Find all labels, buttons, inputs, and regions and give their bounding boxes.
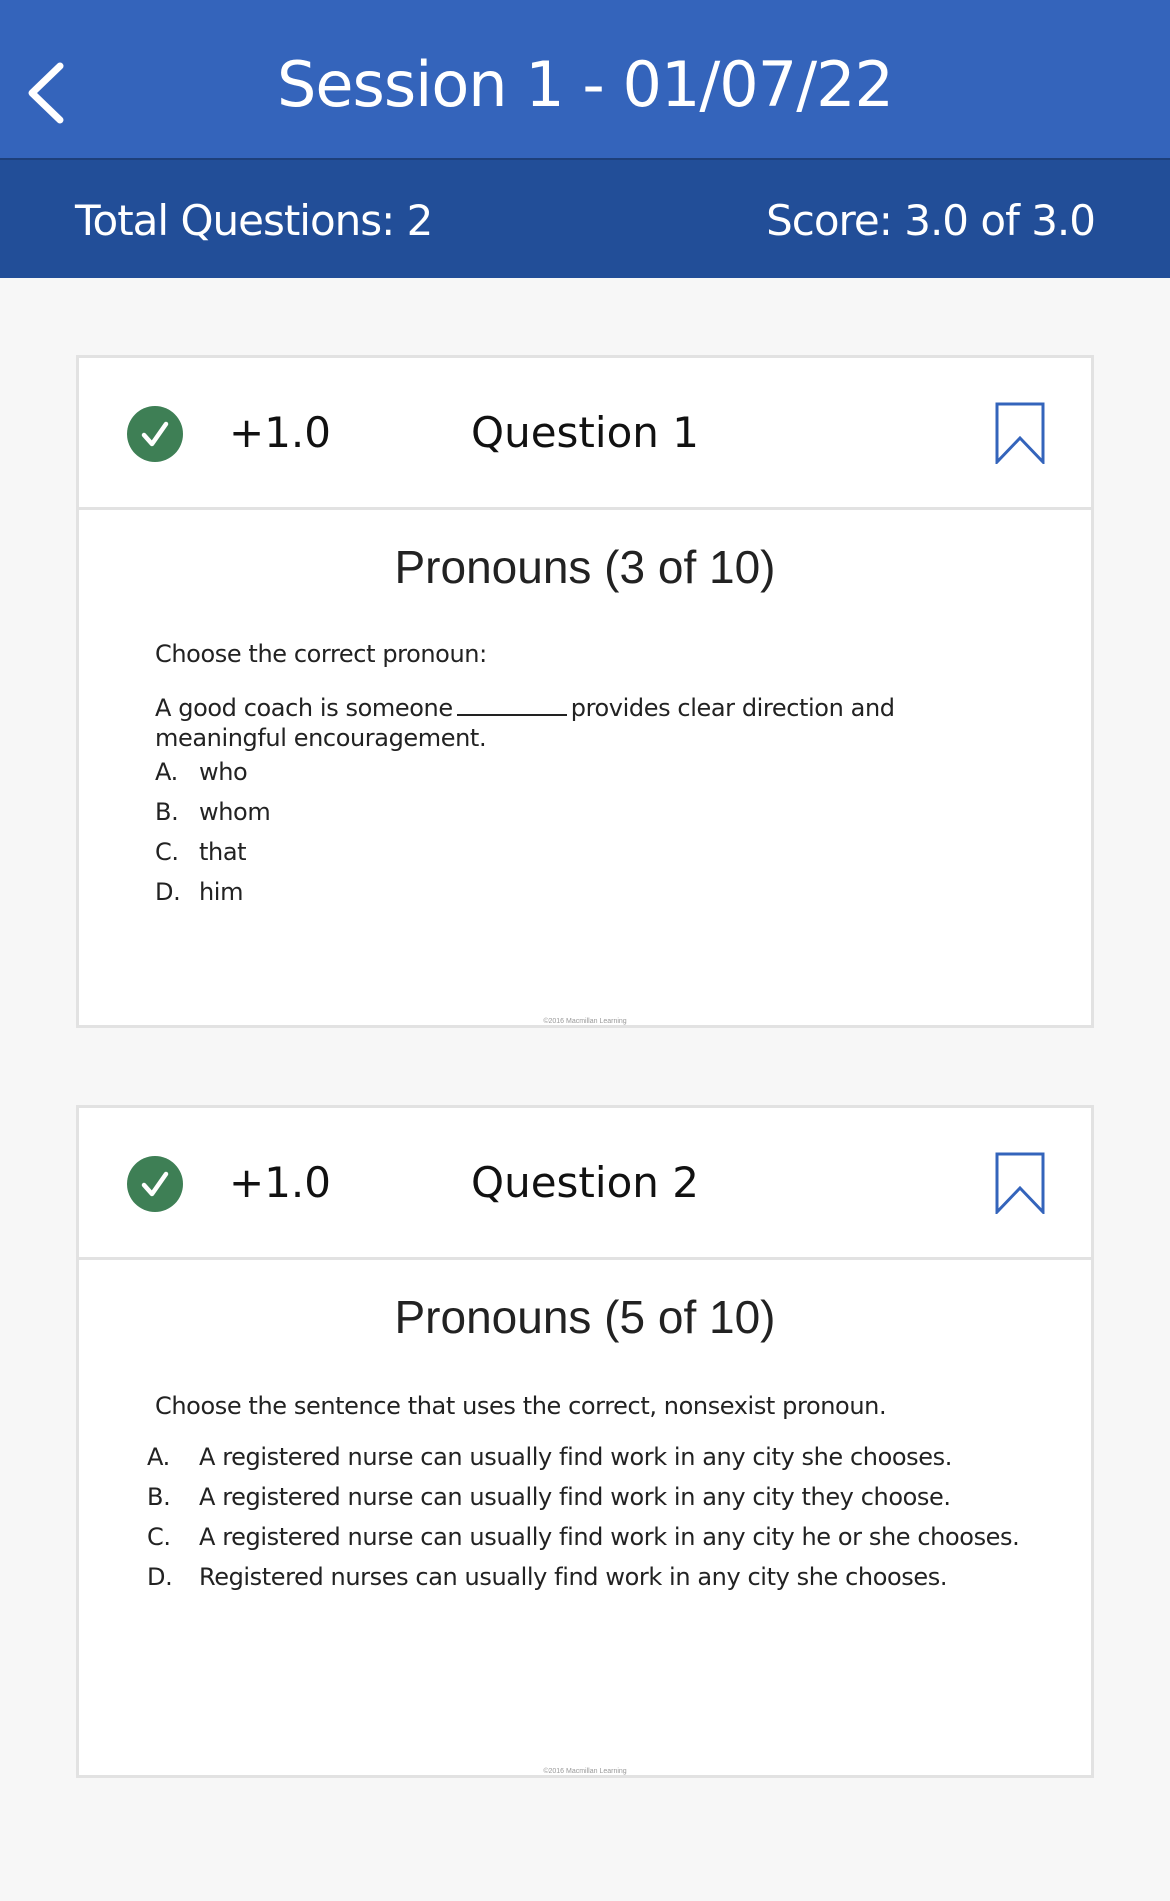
answer-option [155,878,270,918]
score: Score: 3.0 of 3.0 [766,196,1095,245]
question-header [79,1108,1091,1260]
option-text: A registered nurse can usually find work in any city he or she chooses. [199,1523,1020,1551]
option-text: whom [199,798,271,826]
question-slide [79,510,1091,1025]
points-earned: +1.0 [229,1158,331,1207]
answer-option [147,1523,1019,1563]
slide-title: Pronouns (3 of 10) [394,541,776,593]
option-text: him [199,878,244,906]
option-text: Registered nurses can usually find work in any city she chooses. [199,1563,948,1591]
page-title: Session 1 - 01/07/22 [277,48,893,121]
option-text: A registered nurse can usually find work in any city she chooses. [199,1443,952,1471]
top-nav-bar [0,0,1170,158]
answer-option [155,758,270,798]
question-slide [79,1260,1091,1775]
answer-option [155,798,270,838]
stem-after: provides clear direction and meaningful encouragement. [155,694,895,752]
answer-option [147,1483,1019,1523]
option-key: B. [147,1483,171,1511]
question-card-1[interactable] [76,355,1094,1028]
answer-option [147,1443,1019,1483]
copyright: ©2016 Macmillan Learning [543,1018,627,1025]
slide-title: Pronouns (5 of 10) [394,1291,776,1343]
option-text: who [199,758,248,786]
option-key: C. [155,838,179,866]
question-card-2[interactable] [76,1105,1094,1778]
question-header [79,358,1091,510]
option-key: A. [155,758,178,786]
option-text: that [199,838,247,866]
option-key: D. [147,1563,173,1591]
answer-options [147,1443,1019,1603]
stem-before: A good coach is someone [155,694,453,722]
question-stem [155,693,1015,753]
copyright: ©2016 Macmillan Learning [543,1768,627,1775]
points-earned: +1.0 [229,408,331,457]
session-summary-bar [0,158,1170,278]
total-questions: Total Questions: 2 [75,196,433,245]
option-key: D. [155,878,181,906]
question-title: Question 2 [471,1158,699,1207]
blank-line [457,714,567,716]
option-key: A. [147,1443,170,1471]
question-prompt: Choose the sentence that uses the correct, nonsexist pronoun. [155,1392,887,1420]
bookmark-icon[interactable] [995,402,1045,464]
answer-options [155,758,270,918]
answer-option [147,1563,1019,1603]
question-prompt: Choose the correct pronoun: [155,640,487,668]
option-key: C. [147,1523,171,1551]
question-title: Question 1 [471,408,699,457]
option-text: A registered nurse can usually find work in any city they choose. [199,1483,951,1511]
answer-option [155,838,270,878]
bookmark-icon[interactable] [995,1152,1045,1214]
option-key: B. [155,798,179,826]
